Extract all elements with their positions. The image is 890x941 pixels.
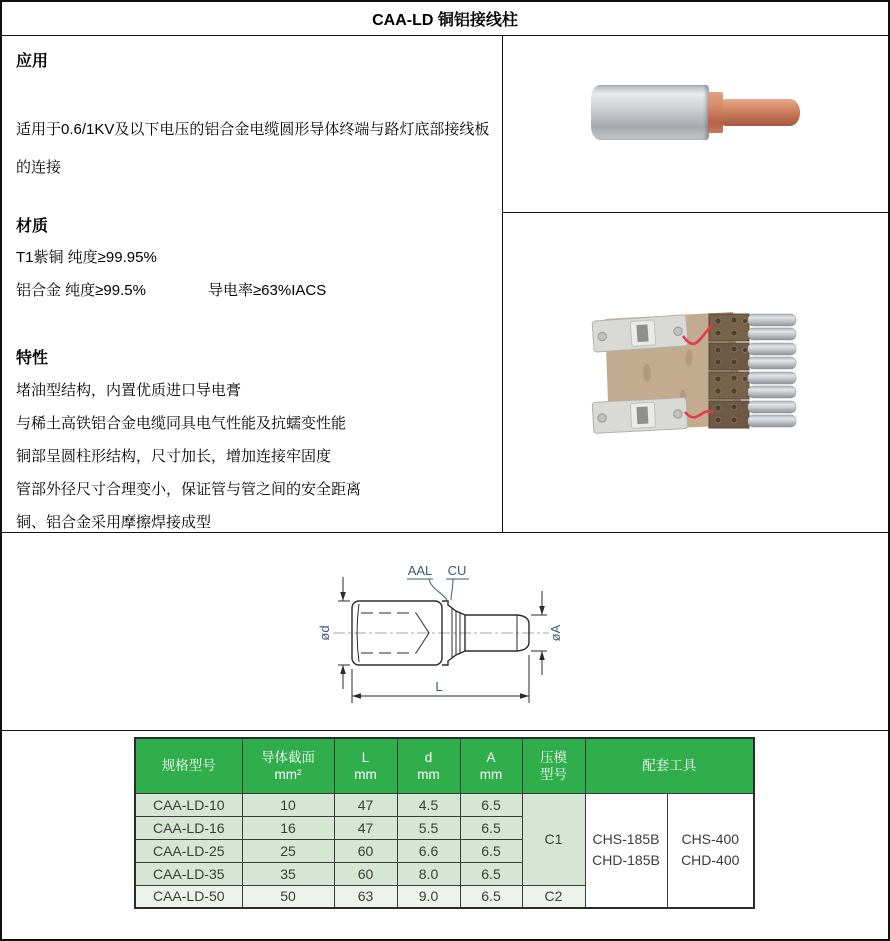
technical-drawing bbox=[317, 563, 573, 713]
cell-A: 6.5 bbox=[460, 793, 522, 816]
fuse-holder-bottom bbox=[592, 397, 687, 433]
cell-d: 4.5 bbox=[397, 793, 460, 816]
copper-collar bbox=[708, 92, 723, 133]
cell-d: 9.0 bbox=[397, 885, 460, 908]
page-title: CAA-LD 铜铝接线柱 bbox=[2, 2, 888, 36]
callout-cu: CU bbox=[447, 563, 467, 578]
table-row bbox=[135, 793, 754, 816]
material-copper-line: T1紫铜 纯度≥99.95% bbox=[16, 249, 157, 266]
cell-section: 35 bbox=[242, 862, 334, 885]
feature-item: 铜部呈圆柱形结构，尺寸加长，增加连接牢固度 bbox=[16, 448, 332, 465]
dim-label-a: øA bbox=[548, 624, 563, 642]
col-header-model: 规格型号 bbox=[135, 738, 242, 793]
product-photo-connector-cell bbox=[503, 36, 888, 213]
cell-tools-1: CHS-185B CHD-185B bbox=[585, 793, 667, 908]
col-header-section: 导体截面 mm² bbox=[242, 738, 334, 793]
material-aluminum-purity: 铝合金 纯度≥99.5% bbox=[16, 282, 146, 299]
text-column bbox=[2, 36, 503, 532]
col-header-A: A mm bbox=[460, 738, 522, 793]
content-section bbox=[2, 36, 888, 533]
callout-aal: AAL bbox=[407, 563, 433, 578]
cell-d: 5.5 bbox=[397, 816, 460, 839]
cell-model: CAA-LD-50 bbox=[135, 885, 242, 908]
col-header-tools: 配套工具 bbox=[585, 738, 754, 793]
cell-section: 10 bbox=[242, 793, 334, 816]
cell-die-c2: C2 bbox=[522, 885, 585, 908]
cell-L: 60 bbox=[334, 839, 397, 862]
features-heading: 特性 bbox=[16, 350, 49, 367]
cell-A: 6.5 bbox=[460, 862, 522, 885]
connector-sleeves bbox=[748, 314, 796, 427]
material-aluminum-line bbox=[16, 281, 502, 301]
cell-section: 25 bbox=[242, 839, 334, 862]
feature-item: 铜、铝合金采用摩擦焊接成型 bbox=[16, 514, 212, 531]
application-body: 适用于0.6/1KV及以下电压的铝合金电缆圆形导体终端与路灯底部接线板的连接 bbox=[16, 121, 490, 176]
cell-A: 6.5 bbox=[460, 885, 522, 908]
spec-table bbox=[134, 737, 755, 909]
fuse-holder-top bbox=[592, 314, 688, 351]
product-photo-terminal-board bbox=[585, 303, 807, 443]
cell-L: 60 bbox=[334, 862, 397, 885]
product-photo-connector bbox=[591, 85, 800, 140]
cell-L: 47 bbox=[334, 793, 397, 816]
table-header-row bbox=[135, 738, 754, 793]
cell-die-c1: C1 bbox=[522, 793, 585, 885]
technical-drawing-section bbox=[2, 533, 888, 731]
col-header-die: 压模 型号 bbox=[522, 738, 585, 793]
cell-A: 6.5 bbox=[460, 839, 522, 862]
copper-pin bbox=[723, 99, 800, 126]
feature-item: 管部外径尺寸合理变小，保证管与管之间的安全距离 bbox=[16, 481, 362, 498]
cell-model: CAA-LD-25 bbox=[135, 839, 242, 862]
cell-model: CAA-LD-10 bbox=[135, 793, 242, 816]
application-heading: 应用 bbox=[16, 53, 49, 70]
cell-d: 6.6 bbox=[397, 839, 460, 862]
material-heading: 材质 bbox=[16, 218, 49, 235]
photo-column bbox=[503, 36, 888, 532]
col-header-d: d mm bbox=[397, 738, 460, 793]
feature-item: 与稀土高铁铝合金电缆同具电气性能及抗蠕变性能 bbox=[16, 415, 347, 432]
dim-label-l: L bbox=[435, 679, 443, 694]
cell-L: 63 bbox=[334, 885, 397, 908]
cell-section: 16 bbox=[242, 816, 334, 839]
material-conductivity: 导电率≥63%IACS bbox=[207, 282, 327, 299]
cell-tools-2: CHS-400 CHD-400 bbox=[667, 793, 754, 908]
dim-label-d: ød bbox=[317, 625, 332, 641]
feature-item: 堵油型结构，内置优质进口导电膏 bbox=[16, 382, 242, 399]
cell-model: CAA-LD-35 bbox=[135, 862, 242, 885]
col-header-L: L mm bbox=[334, 738, 397, 793]
product-photo-terminal-board-cell bbox=[503, 213, 888, 532]
cell-A: 6.5 bbox=[460, 816, 522, 839]
features-list bbox=[2, 381, 502, 533]
aluminum-barrel bbox=[591, 85, 709, 140]
spec-table-section bbox=[2, 737, 888, 941]
cell-model: CAA-LD-16 bbox=[135, 816, 242, 839]
cell-section: 50 bbox=[242, 885, 334, 908]
cell-L: 47 bbox=[334, 816, 397, 839]
cell-d: 8.0 bbox=[397, 862, 460, 885]
